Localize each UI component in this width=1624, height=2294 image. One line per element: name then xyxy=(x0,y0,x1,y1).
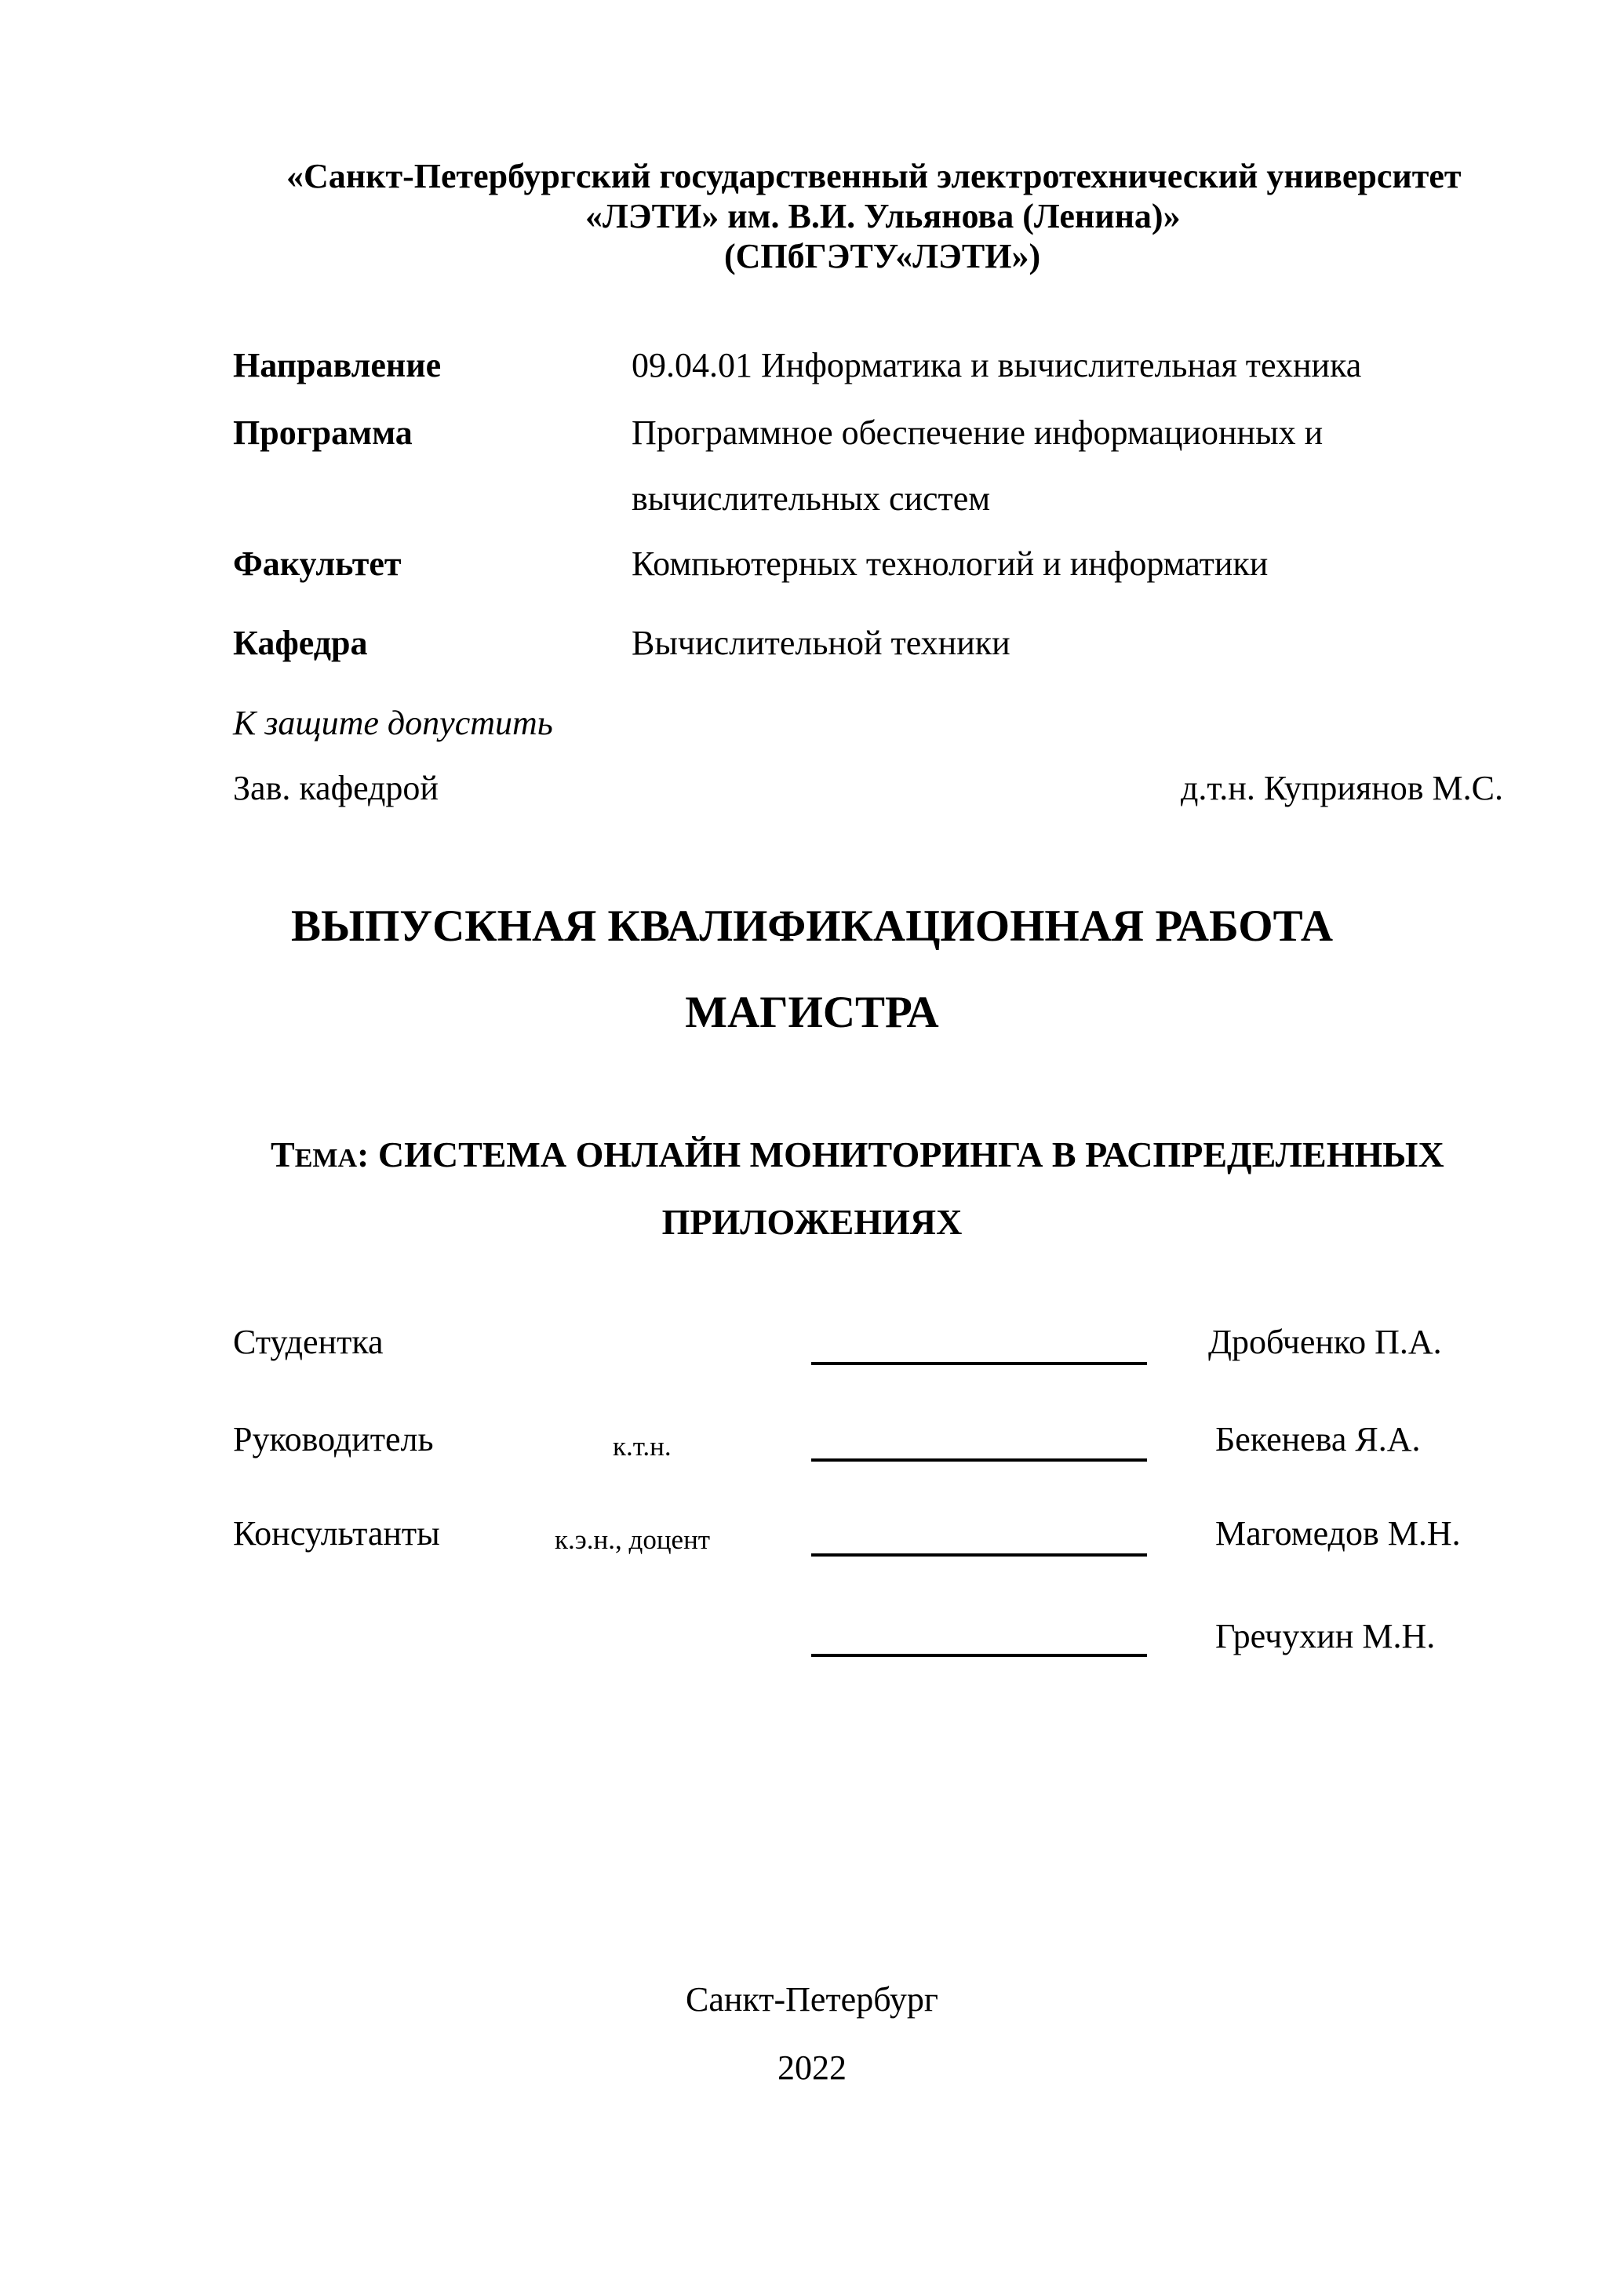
topic-text-line2: ПРИЛОЖЕНИЯХ xyxy=(661,1202,963,1242)
consultant1-signature-line xyxy=(811,1553,1147,1557)
department-label: Кафедра xyxy=(233,624,368,662)
university-name-line2: «ЛЭТИ» им. В.И. Ульянова (Ленина)» xyxy=(585,197,1181,235)
faculty-value: Компьютерных технологий и информатики xyxy=(632,544,1269,583)
program-value-line1: Программное обеспечение информационных и xyxy=(632,413,1324,452)
consultant2-signature-line xyxy=(811,1654,1147,1657)
department-head-name: д.т.н. Куприянов М.С. xyxy=(1180,769,1503,807)
faculty-label: Факультет xyxy=(233,544,402,583)
topic-label-initial: Т xyxy=(271,1134,295,1174)
university-name-line1: «Санкт-Петербургский государственный электротехнический университет xyxy=(286,157,1462,195)
consultants-degree: к.э.н., доцент xyxy=(555,1524,711,1555)
direction-label: Направление xyxy=(233,346,442,384)
consultant1-name: Магомедов М.Н. xyxy=(1215,1514,1461,1553)
topic-text-line1: СИСТЕМА ОНЛАЙН МОНИТОРИНГА В РАСПРЕДЕЛЕННЫХ xyxy=(377,1134,1444,1174)
admission-text: К защите допустить xyxy=(233,704,553,742)
year: 2022 xyxy=(777,2048,847,2087)
university-abbreviation: (СПбГЭТУ«ЛЭТИ») xyxy=(724,237,1041,275)
supervisor-role: Руководитель xyxy=(233,1420,434,1458)
program-label: Программа xyxy=(233,413,413,452)
consultants-role: Консультанты xyxy=(233,1514,440,1553)
topic-label-rest: ЕМА xyxy=(294,1144,358,1173)
work-title-line2: МАГИСТРА xyxy=(685,988,939,1037)
topic-separator: : xyxy=(357,1134,370,1174)
supervisor-degree: к.т.н. xyxy=(613,1431,672,1462)
student-role: Студентка xyxy=(233,1323,384,1361)
work-title-line1: ВЫПУСКНАЯ КВАЛИФИКАЦИОННАЯ РАБОТА xyxy=(290,901,1333,951)
direction-value: 09.04.01 Информатика и вычислительная техника xyxy=(632,346,1362,384)
program-value-line2: вычислительных систем xyxy=(632,479,991,518)
student-signature-line xyxy=(811,1362,1147,1365)
consultant2-name: Гречухин М.Н. xyxy=(1215,1617,1436,1655)
supervisor-name: Бекенева Я.А. xyxy=(1215,1420,1421,1458)
city: Санкт-Петербург xyxy=(686,1980,938,2019)
department-value: Вычислительной техники xyxy=(632,624,1010,662)
supervisor-signature-line xyxy=(811,1458,1147,1462)
department-head-label: Зав. кафедрой xyxy=(233,769,439,807)
topic-line1 xyxy=(271,1134,1444,1174)
student-name: Дробченко П.А. xyxy=(1208,1323,1442,1361)
